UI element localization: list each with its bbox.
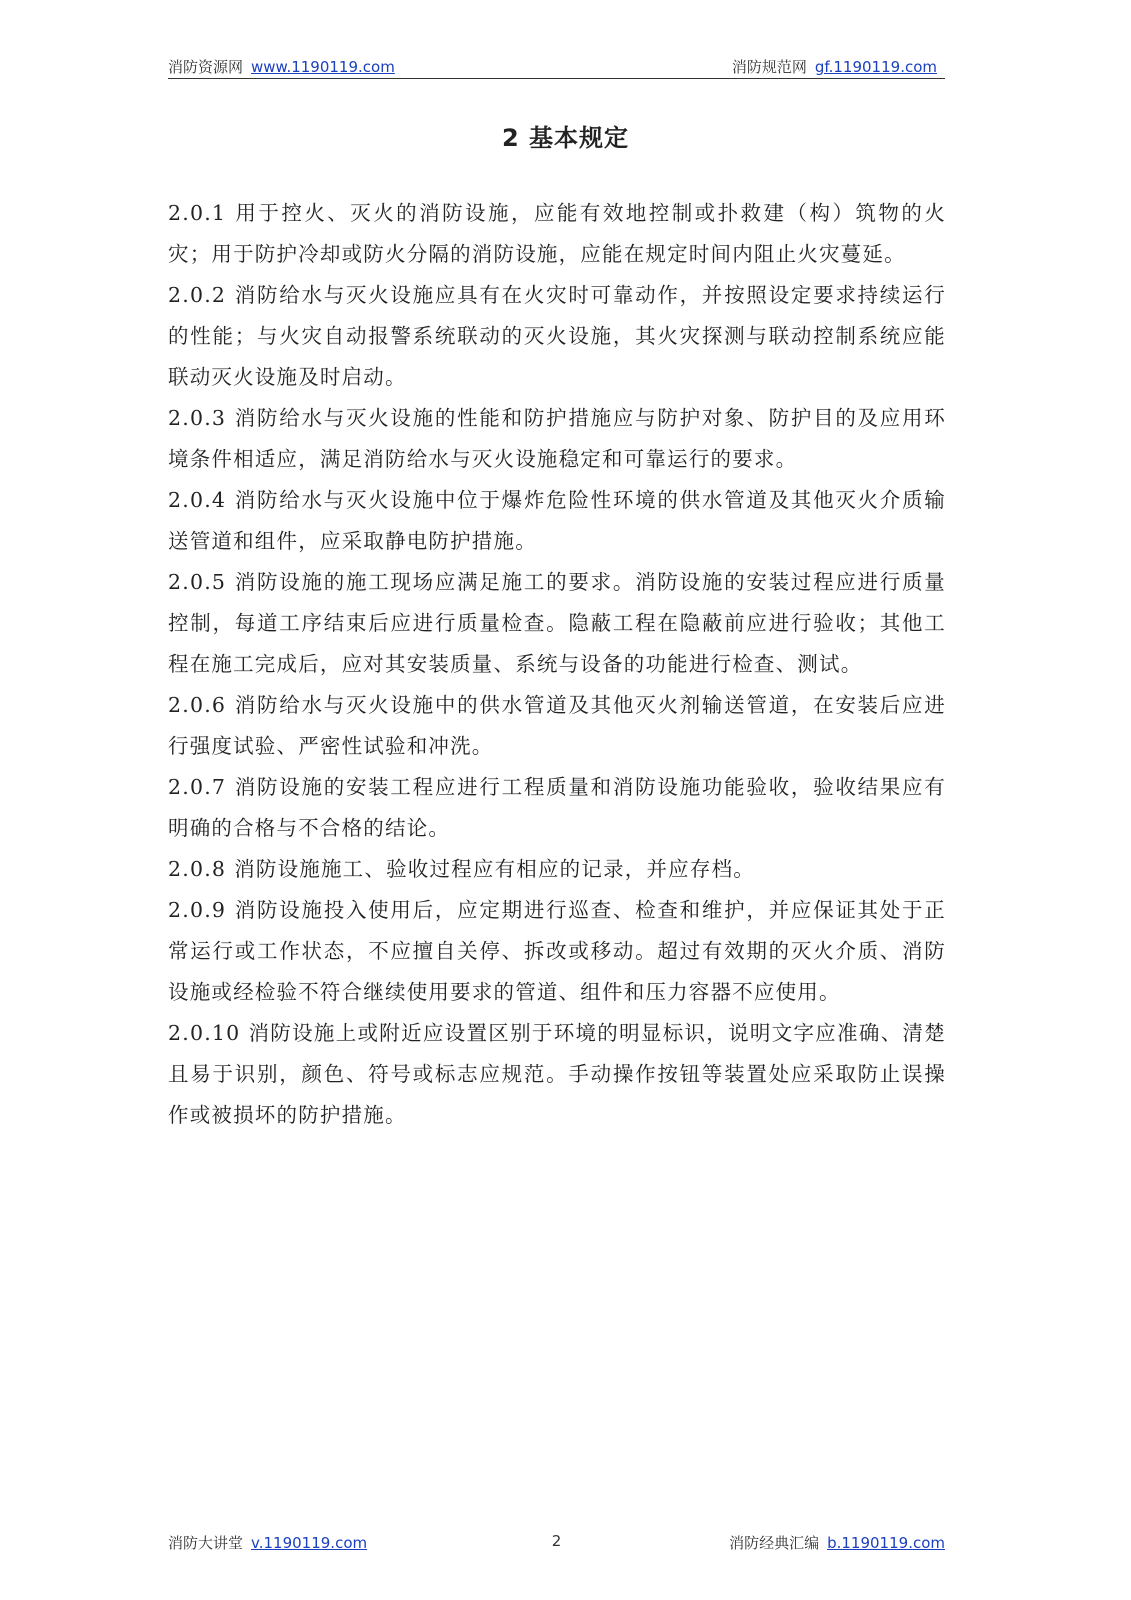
clause-text: 消防给水与灭火设施应具有在火灾时可靠动作，并按照设定要求持续运行的性能；与火灾自动报警系统联动的灭火设施，其火灾探测与联动控制系统应能联动灭火设施及时启动。	[168, 283, 946, 389]
clause-2-0-7	[168, 767, 946, 849]
clause-text: 消防给水与灭火设施中位于爆炸危险性环境的供水管道及其他灭火介质输送管道和组件，应采取静电防护措施。	[168, 488, 946, 553]
header-right-link[interactable]: gf.1190119.com	[814, 58, 937, 76]
footer-left-link[interactable]: v.1190119.com	[251, 1534, 368, 1552]
clause-2-0-10	[168, 1013, 946, 1136]
clause-text: 消防设施施工、验收过程应有相应的记录，并应存档。	[234, 857, 755, 881]
clause-number: 2.0.1	[168, 201, 227, 225]
clause-2-0-4	[168, 480, 946, 562]
clause-text: 消防设施投入使用后，应定期进行巡查、检查和维护，并应保证其处于正常运行或工作状态，不应擅自关停、拆改或移动。超过有效期的灭火介质、消防设施或经检验不符合继续使用要求的管道、组件和压力容器不应使用。	[168, 898, 946, 1004]
clause-2-0-9	[168, 890, 946, 1013]
clause-2-0-1	[168, 193, 946, 275]
clause-number: 2.0.7	[168, 775, 227, 799]
footer-right	[729, 1532, 945, 1553]
header-left-site-name: 消防资源网	[168, 58, 244, 76]
clause-number: 2.0.4	[168, 488, 227, 512]
clause-number: 2.0.9	[168, 898, 227, 922]
clause-text: 消防给水与灭火设施的性能和防护措施应与防护对象、防护目的及应用环境条件相适应，满足消防给水与灭火设施稳定和可靠运行的要求。	[168, 406, 946, 471]
clause-2-0-2	[168, 275, 946, 398]
page-number: 2	[551, 1532, 562, 1550]
page-header	[168, 52, 945, 79]
header-right-site-name: 消防规范网	[731, 58, 807, 76]
clause-text: 消防设施的安装工程应进行工程质量和消防设施功能验收，验收结果应有明确的合格与不合格的结论。	[168, 775, 946, 840]
clause-number: 2.0.5	[168, 570, 227, 594]
section-body	[168, 193, 946, 1136]
clause-2-0-8	[168, 849, 946, 890]
clause-text: 消防设施的施工现场应满足施工的要求。消防设施的安装过程应进行质量控制，每道工序结束后应进行质量检查。隐蔽工程在隐蔽前应进行验收；其他工程在施工完成后，应对其安装质量、系统与设备的功能进行检查、测试。	[168, 570, 946, 676]
clause-text: 用于控火、灭火的消防设施，应能有效地控制或扑救建（构）筑物的火灾；用于防护冷却或防火分隔的消防设施，应能在规定时间内阻止火灾蔓延。	[168, 201, 946, 266]
clause-number: 2.0.10	[168, 1021, 241, 1045]
clause-2-0-6	[168, 685, 946, 767]
clause-number: 2.0.3	[168, 406, 227, 430]
clause-2-0-3	[168, 398, 946, 480]
header-left	[168, 56, 395, 77]
footer-right-site-name: 消防经典汇编	[729, 1534, 820, 1552]
footer-left-site-name: 消防大讲堂	[168, 1534, 244, 1552]
clause-number: 2.0.8	[168, 857, 227, 881]
header-right	[732, 56, 937, 77]
page-footer	[168, 1532, 945, 1556]
section-title: 2 基本规定	[501, 124, 630, 152]
footer-right-link[interactable]: b.1190119.com	[827, 1534, 945, 1552]
clause-number: 2.0.6	[168, 693, 227, 717]
clause-text: 消防设施上或附近应设置区别于环境的明显标识，说明文字应准确、清楚且易于识别，颜色、符号或标志应规范。手动操作按钮等装置处应采取防止误操作或被损坏的防护措施。	[168, 1021, 946, 1127]
clause-number: 2.0.2	[168, 283, 227, 307]
header-left-link[interactable]: www.1190119.com	[251, 58, 395, 76]
clause-text: 消防给水与灭火设施中的供水管道及其他灭火剂输送管道，在安装后应进行强度试验、严密性试验和冲洗。	[168, 693, 946, 758]
clause-2-0-5	[168, 562, 946, 685]
